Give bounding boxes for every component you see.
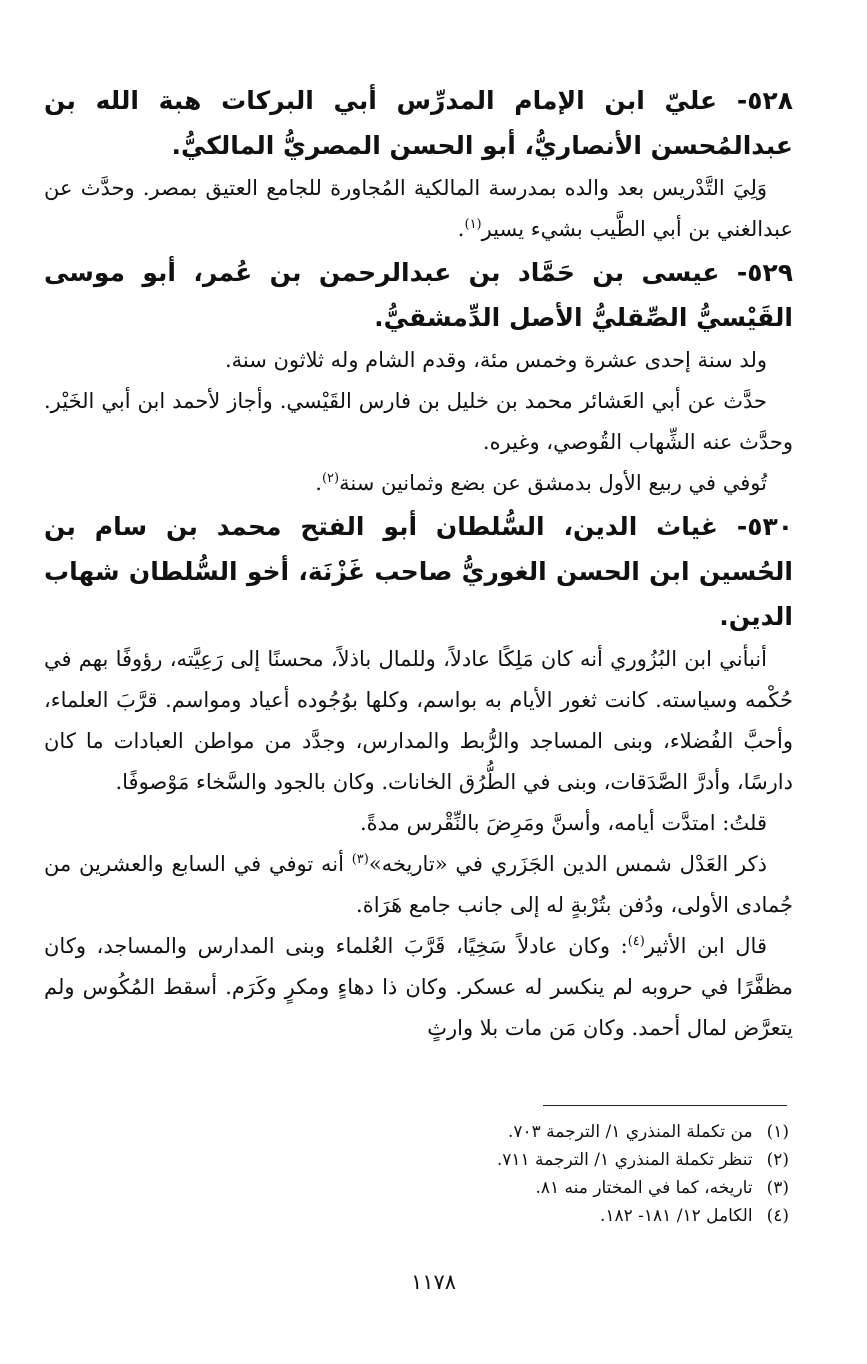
footnote-number: (٢) [766, 1150, 789, 1170]
page-number: ١١٧٨ [410, 1270, 457, 1294]
entry-529 [44, 250, 793, 504]
entry-title: ٥٢٨- عليّ ابن الإمام المدرِّس أبي البركات هبة الله بن عبدالمُحسن الأنصاريُّ، أبو الحسن المصريُّ المالكيُّ. [44, 86, 793, 160]
footnotes-list [229, 1118, 789, 1230]
footnote-text: تاريخه، كما في المختار منه ٨١. [535, 1178, 753, 1198]
footnote-item [229, 1202, 789, 1230]
entry-paragraph: حدَّث عن أبي العَشائر محمد بن خليل بن فارس القَيْسي. وأجاز لأحمد ابن أبي الخَيْر. وحدَّث عنه الشِّهاب القُوصي، وغيره. [44, 389, 793, 454]
entry-528 [44, 78, 793, 250]
paragraph-text: تُوفي في ربيع الأول بدمشق عن بضع وثمانين سنة [339, 471, 767, 495]
entry-530 [44, 504, 793, 1049]
paragraph-text: ذكر العَدْل شمس الدين الجَزَري في «تاريخه» [368, 852, 767, 876]
footnote-text: من تكملة المنذري ١/ الترجمة ٧٠٣. [507, 1122, 753, 1142]
entry-paragraph: ولد سنة إحدى عشرة وخمس مئة، وقدم الشام وله ثلاثون سنة. [224, 348, 767, 372]
footnote-item [229, 1118, 789, 1146]
footnote-text: الكامل ١٢/ ١٨١- ١٨٢. [599, 1206, 753, 1226]
footnote-item [229, 1174, 789, 1202]
footnote-number: (٤) [766, 1206, 789, 1226]
footnote-ref[interactable]: (٤) [627, 934, 645, 949]
footnote-text: تنظر تكملة المنذري ١/ الترجمة ٧١١. [496, 1150, 753, 1170]
paragraph-tail: أنه توفي في السابع والعشرين من جُمادى الأولى، ودُفن بتُرْبةٍ له إلى جانب جامع هَرَاة. [44, 852, 793, 917]
footnote-number: (١) [766, 1122, 789, 1142]
entry-title: ٥٣٠- غياث الدين، السُّلطان أبو الفتح محمد بن سام بن الحُسين ابن الحسن الغوريُّ صاحب غَزْنَة، أخو السُّلطان شهاب الدين. [44, 512, 793, 631]
footnote-ref[interactable]: (٢) [321, 471, 340, 486]
entry-paragraph [44, 168, 793, 250]
footnote-item [229, 1146, 789, 1174]
entry-paragraph: قلتُ: امتدَّت أيامه، وأسنَّ ومَرِضَ بالنِّقْرس مدةً. [359, 811, 767, 835]
paragraph-tail: : وكان عادلاً سَخِيًا، قَرَّبَ العُلماء وبنى المدارس والمساجد، وكان مظفَّرًا في حروبه لم ينكسر له عسكر. وكان ذا دهاءٍ ومكرٍ وكَرَم. أسقط المُكُوس ولم يتعرَّض لمال أحمد. وكان مَن مات بلا وارثٍ [44, 934, 793, 1040]
footnote-ref[interactable]: (٣) [351, 852, 369, 867]
entry-title: ٥٢٩- عيسى بن حَمَّاد بن عبدالرحمن بن عُمر، أبو موسى القَيْسيُّ الصِّقليُّ الأصل الدِّمشقيُّ. [44, 258, 793, 332]
paragraph-tail: . [457, 217, 465, 241]
paragraph-text: وَلِيَ التَّدْريس بعد والده بمدرسة المالكية المُجاورة للجامع العتيق بمصر. وحدَّث عن عبدالغني بن أبي الطَّيب بشيء يسير [44, 176, 793, 241]
footnote-ref[interactable]: (١) [464, 217, 482, 232]
paragraph-tail: . [315, 471, 322, 495]
entry-paragraph [44, 926, 793, 1049]
entry-paragraph [44, 844, 793, 926]
footnote-divider [543, 1105, 787, 1106]
paragraph-text: قال ابن الأثير [644, 934, 767, 958]
entry-paragraph: أنبأني ابن البُزُوري أنه كان مَلِكًا عادلاً، وللمال باذلاً، محسنًا إلى رَعِيَّته، رؤوفًا بهم في حُكْمه وسياسته. كانت ثغور الأيام به بواسم، وكلها بوُجُوده أعياد ومواسم. قرَّبَ العلماء، وأحبَّ الفُضلاء، وبنى المساجد والرُّبط والمدارس، وجدَّد من مواطن العبادات ما كان دارسًا، وأدرَّ الصَّدَقات، وبنى في الطُّرُق الخانات. وكان بالجود والسَّخاء مَوْصوفًا. [44, 647, 793, 794]
footnote-number: (٣) [766, 1178, 789, 1198]
entry-paragraph [44, 463, 793, 504]
